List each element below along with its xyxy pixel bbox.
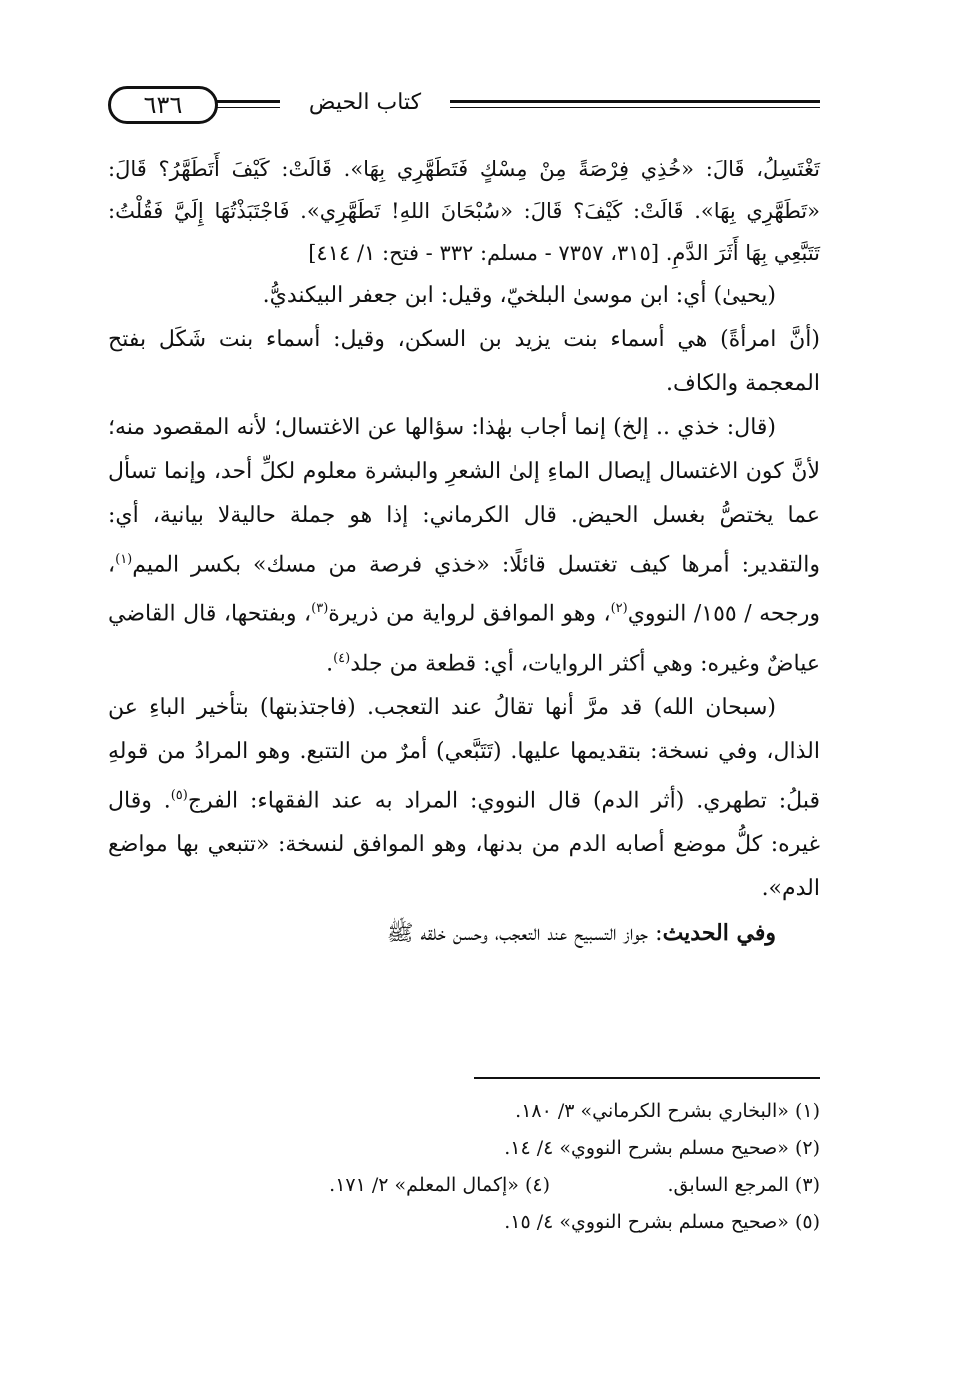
footnote-4: (٤) «إكمال المعلم» ٢/ ١٧١. — [329, 1174, 550, 1196]
footnote-separator — [474, 1077, 820, 1079]
footnote-3: (٣) المرجع السابق. — [667, 1174, 820, 1196]
commentary-paragraph-1: (يحيىٰ) أي: ابن موسىٰ البلخيّ، وقيل: ابن جعفر البيكنديُّ. — [262, 283, 776, 308]
footnotes — [108, 1093, 820, 1241]
hadith-text: تَغْتَسِلُ، قَالَ: «خُذِي فِرْصَةً مِنْ مِسْكٍ فَتَطَهَّرِي بِهَا». قَالَتْ: كَيْفَ أَتَطَهَّرُ؟ قَالَ: «تَطَهَّرِي بِهَا». قَالَتْ: كَيْفَ؟ قَالَ: «سُبْحَانَ اللهِ! تَطَهَّرِي». فَاجْتَبَذْتُهَا إِلَيَّ فَقُلْتُ: تَتَبَّعِي بِهَا أَثَرَ الدَّمِ. [٣١٥، ٧٣٥٧ - مسلم: ٣٣٢ - فتح: ١/ ٤١٤] — [108, 157, 820, 265]
paragraph-text: ، وبفتحها، قال القاضي عياضٌ وغيره: وهي أكثر الروايات، أي: قطعة من جلد — [108, 601, 820, 676]
paragraph-text: : جواز التسبيح عند التعجب، وحسن خلقه ﷺ — [386, 921, 663, 947]
footnote-row — [108, 1167, 820, 1204]
commentary-paragraph-4 — [108, 686, 820, 911]
paragraph-text: ، ورجحه / ١٥٥/ النووي — [108, 552, 820, 627]
footnote-ref-2[interactable]: (٢) — [610, 601, 628, 617]
footnote-ref-5[interactable]: (٥) — [170, 787, 188, 803]
footnote-5: (٥) «صحيح مسلم بشرح النووي» ٤/ ١٥. — [504, 1211, 820, 1233]
commentary-paragraph-3 — [108, 406, 820, 686]
commentary-paragraph-2: (أنَّ امرأةً) هي أسماء بنت يزيد بن السكن، وقيل: أسماء بنت شَكَل بفتح المعجمة والكاف. — [108, 327, 820, 396]
paragraph-text: (قال: خذي .. إلخ) إنما أجاب بهٰذا: سؤالها عن الاغتسال؛ لأنه المقصود منه؛ لأنَّ كون الاغتسال إيصال الماءِ إلىٰ الشعرِ والبشرة معلوم لكلِّ أحد، وإنما تسأل عما يختصُّ بغسل الحيض. قال الكرماني: إذا هو جملة حاليةلا بيانية، أي: والتقدير: أمرها كيف تغتسل قائلًا: «خذي فرصة من مسك» بكسر الميم — [108, 415, 820, 578]
footnote-ref-4[interactable]: (٤) — [333, 650, 351, 666]
running-title: كتاب الحيض — [280, 90, 450, 115]
footnote-1: (١) «البخاري بشرح الكرماني» ٣/ ١٨٠. — [515, 1100, 820, 1122]
paragraph-text: ، وهو الموافق لرواية من ذريرة — [328, 601, 611, 627]
paragraph-text: . — [326, 650, 334, 676]
commentary-paragraph-5 — [108, 911, 820, 956]
main-text — [108, 148, 820, 956]
page-number: ٦٣٦ — [108, 86, 218, 124]
section-heading-inline: وفي الحديث — [662, 920, 776, 947]
footnote-ref-3[interactable]: (٣) — [311, 601, 329, 617]
paragraph-text: (سبحان الله) قد مرَّ أنها تقالُ عند التعجب. (فاجتذبتها) بتأخير الباءِ عن الذال، وفي نسخة: بتقديمها عليها. (تَتَبَّعي) أمرٌ من التتبع. وهو المرادُ من قولهِ قبلُ: تطهري. (أثر الدم) قال النووي: المراد به عند الفقهاء: الفرج — [108, 694, 820, 814]
footnote-ref-1[interactable]: (١) — [115, 552, 133, 567]
footnote-2: (٢) «صحيح مسلم بشرح النووي» ٤/ ١٤. — [504, 1137, 820, 1159]
page-header — [108, 82, 820, 132]
paragraph-text: . وقال غيره: كلُّ موضع أصابه الدم من بدنها، وهو الموافق لنسخة: «تتبعي بها مواضع الدم». — [108, 788, 820, 902]
